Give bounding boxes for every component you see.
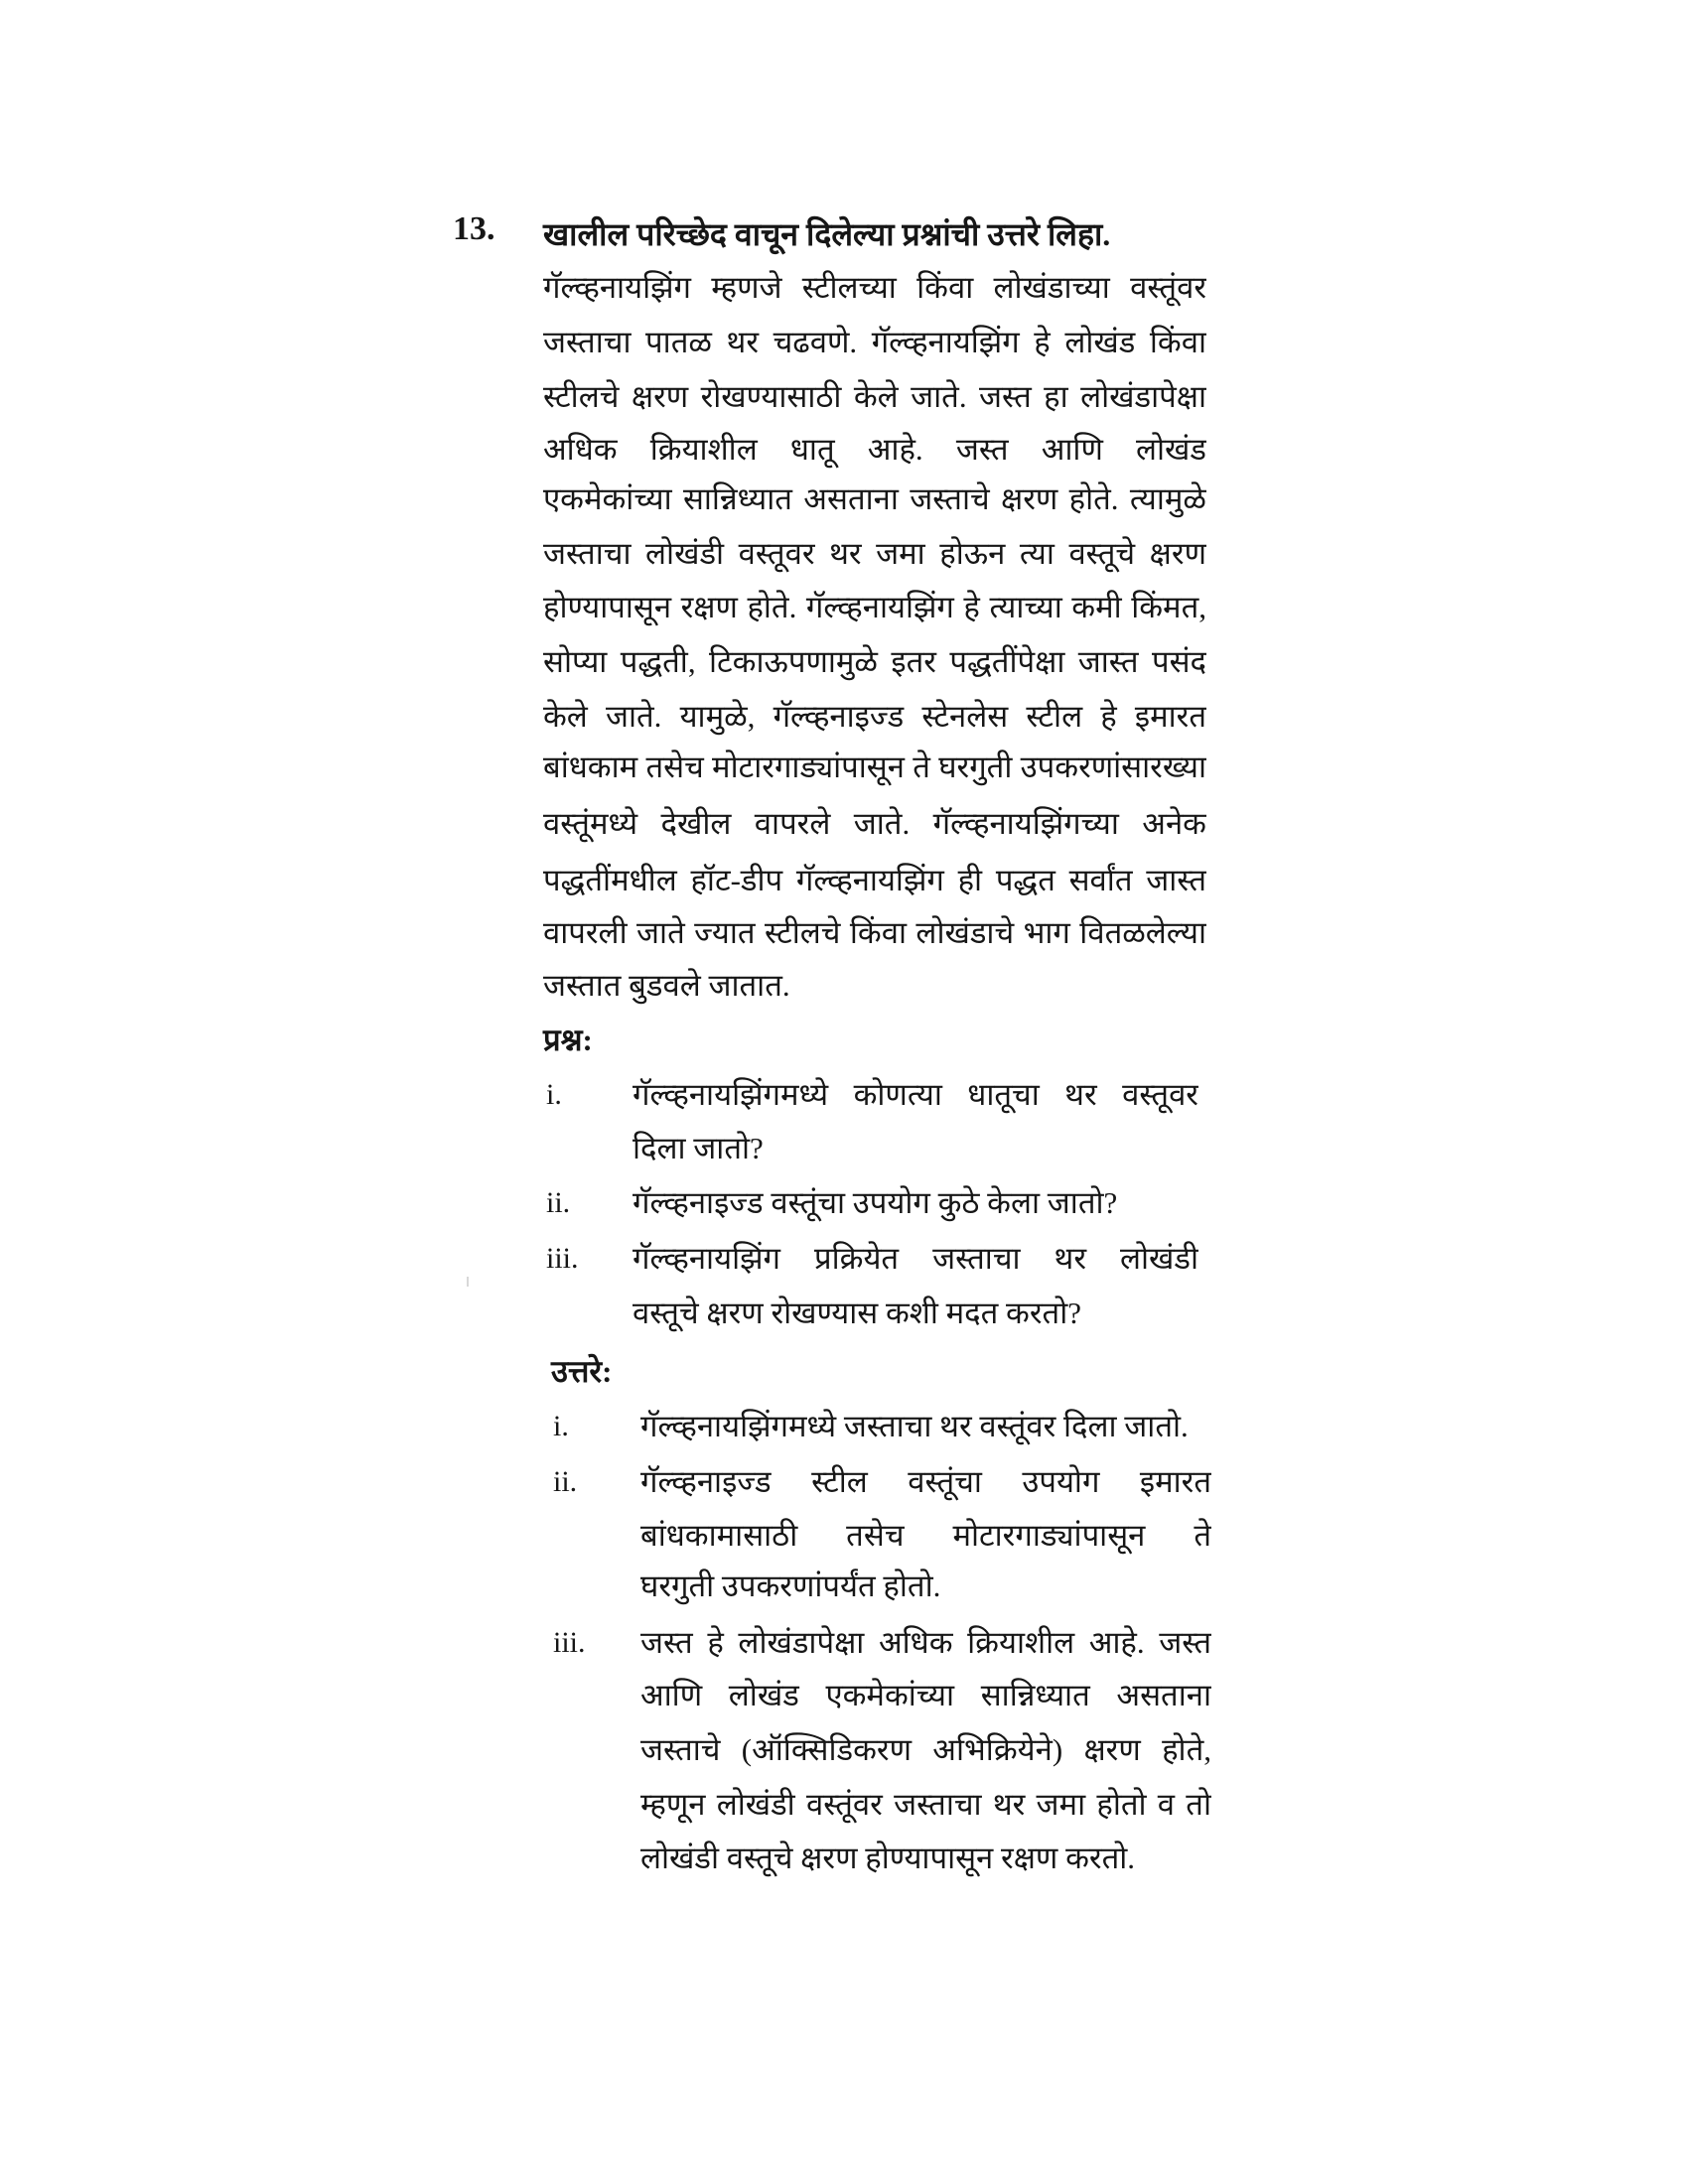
passage-line: स्टीलचे क्षरण रोखण्यासाठी केले जाते. जस्त हा लोखंडापेक्षा xyxy=(543,379,1206,414)
answer-text: जस्त हे लोखंडापेक्षा अधिक क्रियाशील आहे. जस्त xyxy=(640,1625,1211,1660)
passage-line: एकमेकांच्या सान्निध्यात असताना जस्ताचे क्षरण होते. त्यामुळे xyxy=(543,481,1206,516)
answer-text: बांधकामासाठी तसेच मोटारगाड्यांपासून ते xyxy=(640,1518,1211,1553)
passage-line: गॅल्व्हनायझिंग म्हणजे स्टीलच्या किंवा लोखंडाच्या वस्तूंवर xyxy=(543,270,1206,305)
passage-line: जस्ताचा पातळ थर चढवणे. गॅल्व्हनायझिंग हे लोखंड किंवा xyxy=(543,325,1206,359)
passage-line: अधिक क्रियाशील धातू आहे. जस्त आणि लोखंड xyxy=(543,432,1206,467)
passage-line: वस्तूंमध्ये देखील वापरले जाते. गॅल्व्हनायझिंगच्या अनेक xyxy=(543,806,1206,841)
question-text: दिला जातो? xyxy=(633,1131,764,1165)
answer-text: म्हणून लोखंडी वस्तूंवर जस्ताचा थर जमा होतो व तो xyxy=(640,1787,1211,1822)
question-text: गॅल्व्हनाइज्ड वस्तूंचा उपयोग कुठे केला जातो? xyxy=(633,1185,1118,1220)
passage-line: वापरली जाते ज्यात स्टीलचे किंवा लोखंडाचे भाग वितळलेल्या xyxy=(543,915,1206,950)
question-heading: खालील परिच्छेद वाचून दिलेल्या प्रश्नांची उत्तरे लिहा. xyxy=(543,216,1111,252)
passage-line: सोप्या पद्धती, टिकाऊपणामुळे इतर पद्धतींपेक्षा जास्त पसंद xyxy=(543,644,1206,679)
question-numeral: ii. xyxy=(546,1186,571,1219)
passage-line: केले जाते. यामुळे, गॅल्व्हनाइज्ड स्टेनलेस स्टील हे इमारत xyxy=(543,699,1206,734)
answer-text: जस्ताचे (ऑक्सिडिकरण अभिक्रियेने) क्षरण होते, xyxy=(640,1732,1211,1767)
answer-text: गॅल्व्हनायझिंगमध्ये जस्ताचा थर वस्तूंवर दिला जातो. xyxy=(640,1409,1189,1443)
answer-numeral: iii. xyxy=(553,1626,586,1659)
scan-mark xyxy=(467,1277,469,1287)
answers-label: उत्तरे: xyxy=(551,1354,613,1389)
answer-text: लोखंडी वस्तूचे क्षरण होण्यापासून रक्षण करतो. xyxy=(640,1841,1136,1875)
question-numeral: iii. xyxy=(546,1242,579,1275)
passage-line: होण्यापासून रक्षण होते. गॅल्व्हनायझिंग हे त्याच्या कमी किंमत, xyxy=(543,590,1206,624)
answer-numeral: ii. xyxy=(553,1465,578,1498)
answer-text: घरगुती उपकरणांपर्यंत होतो. xyxy=(640,1569,941,1603)
questions-label: प्रश्न: xyxy=(543,1023,593,1057)
passage-line: जस्तात बुडवले जातात. xyxy=(543,968,790,1003)
answer-numeral: i. xyxy=(553,1410,569,1442)
passage-line: बांधकाम तसेच मोटारगाड्यांपासून ते घरगुती उपकरणांसारख्या xyxy=(543,750,1206,784)
answer-text: गॅल्व्हनाइज्ड स्टील वस्तूंचा उपयोग इमारत xyxy=(640,1464,1211,1499)
passage-line: पद्धतींमधील हॉट-डीप गॅल्व्हनायझिंग ही पद्धत सर्वांत जास्त xyxy=(543,863,1206,897)
answer-text: आणि लोखंड एकमेकांच्या सान्निध्यात असताना xyxy=(640,1678,1211,1712)
passage-line: जस्ताचा लोखंडी वस्तूवर थर जमा होऊन त्या वस्तूचे क्षरण xyxy=(543,536,1206,571)
question-text: गॅल्व्हनायझिंग प्रक्रियेत जस्ताचा थर लोखंडी xyxy=(633,1241,1198,1276)
question-text: गॅल्व्हनायझिंगमध्ये कोणत्या धातूचा थर वस्तूवर xyxy=(633,1077,1198,1112)
question-numeral: i. xyxy=(546,1078,562,1111)
question-number: 13. xyxy=(453,210,495,247)
question-text: वस्तूचे क्षरण रोखण्यास कशी मदत करतो? xyxy=(633,1296,1082,1330)
